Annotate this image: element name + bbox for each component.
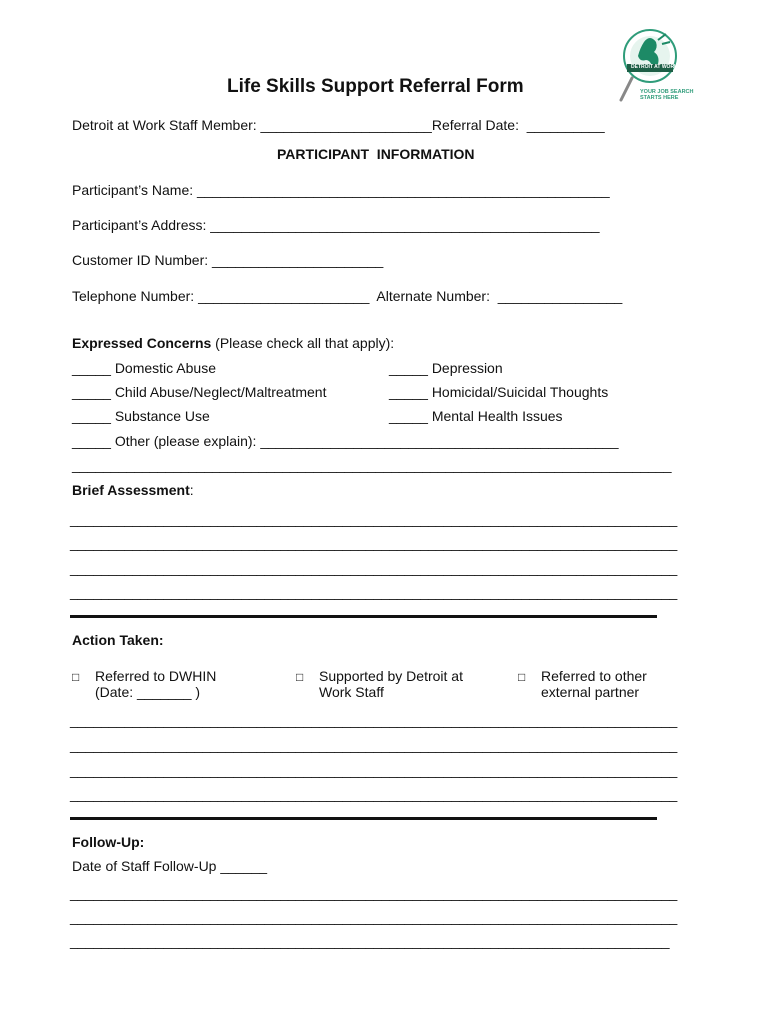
concern-item-domestic-abuse[interactable]: _____ Domestic Abuse — [72, 360, 216, 376]
assessment-line[interactable]: ______________________________________________________________________________ — [70, 535, 678, 551]
assessment-heading — [72, 482, 194, 498]
action-option-external-label-2: external partner — [541, 684, 640, 700]
followup-heading: Follow-Up: — [72, 834, 145, 850]
telephone-field[interactable]: Telephone Number: ______________________ Alternate Number: ________________ — [72, 288, 623, 304]
followup-line[interactable]: ______________________________________________________________________________ — [70, 909, 678, 925]
external-partner-checkbox[interactable]: □ — [518, 670, 526, 684]
detroit-at-work-logo — [618, 22, 698, 108]
concern-item-homicidal-suicidal[interactable]: _____ Homicidal/Suicidal Thoughts — [389, 384, 609, 400]
action-option-dwhin-date[interactable]: (Date: _______ ) — [95, 684, 201, 700]
action-option-dwhin-label: Referred to DWHIN — [95, 668, 217, 684]
assessment-line[interactable]: ______________________________________________________________________________ — [70, 511, 678, 527]
action-line[interactable]: ______________________________________________________________________________ — [70, 786, 678, 802]
assessment-heading-suffix: : — [189, 482, 194, 498]
concern-item-depression[interactable]: _____ Depression — [389, 360, 503, 376]
participant-section-title: PARTICIPANT INFORMATION — [277, 146, 475, 162]
followup-line[interactable]: _____________________________________________________________________________ — [70, 933, 670, 949]
concern-item-substance-use[interactable]: _____ Substance Use — [72, 408, 210, 424]
concerns-heading — [72, 335, 394, 351]
assessment-heading-label: Brief Assessment — [72, 482, 190, 498]
participant-name-field[interactable]: Participant’s Name: _____________________________________________________ — [72, 182, 610, 198]
followup-line[interactable]: ______________________________________________________________________________ — [70, 885, 678, 901]
logo-tagline-line1: YOUR JOB SEARCH — [640, 89, 694, 95]
staff-member-field[interactable]: Detroit at Work Staff Member: ______________________Referral Date: __________ — [72, 117, 605, 133]
action-option-supported-label: Supported by Detroit at — [319, 668, 463, 684]
supported-checkbox[interactable]: □ — [296, 670, 304, 684]
assessment-line[interactable]: ______________________________________________________________________________ — [70, 560, 678, 576]
action-heading: Action Taken: — [72, 632, 164, 648]
logo-brand-text: DETROIT AT WORK — [631, 64, 678, 70]
dwhin-checkbox[interactable]: □ — [72, 670, 80, 684]
concern-item-mental-health[interactable]: _____ Mental Health Issues — [389, 408, 563, 424]
logo-tagline-line2: STARTS HERE — [640, 95, 679, 101]
action-option-supported-label-2: Work Staff — [319, 684, 384, 700]
action-option-external-label: Referred to other — [541, 668, 647, 684]
concern-item-other[interactable]: _____ Other (please explain): ______________________________________________ — [72, 433, 619, 449]
section-divider — [70, 615, 657, 618]
action-line[interactable]: ______________________________________________________________________________ — [70, 737, 678, 753]
followup-date-field[interactable]: Date of Staff Follow-Up ______ — [72, 858, 268, 874]
concerns-heading-note: (Please check all that apply): — [211, 335, 395, 351]
action-line[interactable]: ______________________________________________________________________________ — [70, 762, 678, 778]
action-line[interactable]: ______________________________________________________________________________ — [70, 712, 678, 728]
customer-id-field[interactable]: Customer ID Number: ______________________ — [72, 252, 384, 268]
concern-item-child-abuse[interactable]: _____ Child Abuse/Neglect/Maltreatment — [72, 384, 327, 400]
section-divider — [70, 817, 657, 820]
assessment-line[interactable]: ______________________________________________________________________________ — [70, 584, 678, 600]
page-title: Life Skills Support Referral Form — [227, 76, 524, 97]
concern-other-continuation[interactable]: _____________________________________________________________________________ — [72, 457, 672, 473]
participant-address-field[interactable]: Participant’s Address: __________________________________________________ — [72, 217, 600, 233]
concerns-heading-label: Expressed Concerns — [72, 335, 212, 351]
